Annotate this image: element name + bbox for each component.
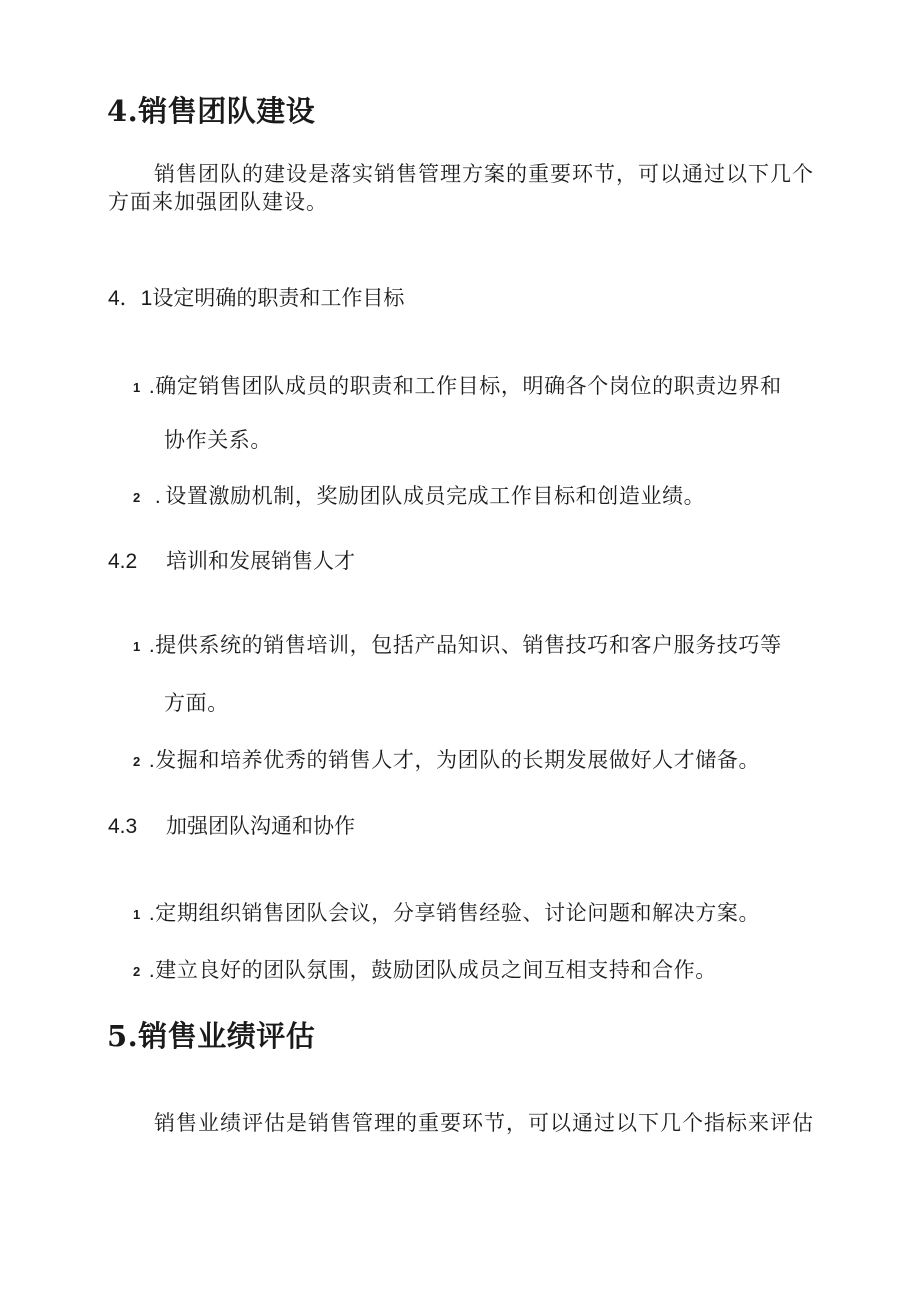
section-4-intro-line-2: 方面来加强团队建设。 (108, 190, 328, 214)
subsection-4-1-heading (108, 282, 404, 312)
list-item-dot: . (148, 902, 156, 925)
list-item-number: 1 (133, 639, 141, 654)
subsection-4-2-heading (108, 545, 355, 575)
list-item-dot: . (148, 634, 156, 657)
list-item-text: 发掘和培养优秀的销售人才，为团队的长期发展做好人才储备。 (155, 748, 761, 772)
subsection-4-3-number: 4.3 (108, 815, 138, 838)
list-item-number: 1 (133, 907, 141, 922)
list-item (133, 629, 782, 659)
subsection-4-3-title: 加强团队沟通和协作 (166, 814, 355, 838)
list-item-dot: . (148, 959, 156, 982)
list-item (133, 897, 760, 927)
section-5-intro-line-1: 销售业绩评估是销售管理的重要环节，可以通过以下几个指标来评估 (154, 1111, 814, 1135)
section-4-heading: 4.销售团队建设 (107, 94, 316, 128)
list-item (133, 370, 782, 400)
list-item-dot: . (154, 485, 162, 508)
list-item-number: 2 (133, 964, 141, 979)
list-item-text: 提供系统的销售培训，包括产品知识、销售技巧和客户服务技巧等 (155, 633, 782, 657)
list-item-text: 定期组织销售团队会议，分享销售经验、讨论问题和解决方案。 (155, 901, 761, 925)
list-item-text: 建立良好的团队氛围，鼓励团队成员之间互相支持和合作。 (155, 958, 717, 982)
subsection-4-1-number: 4．1 (108, 287, 153, 310)
list-item-continuation: 方面。 (164, 691, 229, 715)
list-item-text: 设置激励机制，奖励团队成员完成工作目标和创造业绩。 (165, 484, 706, 508)
subsection-4-3-heading (108, 810, 355, 840)
list-item (133, 480, 705, 510)
section-4-intro-line-1: 销售团队的建设是落实销售管理方案的重要环节，可以通过以下几个 (154, 162, 814, 186)
list-item-number: 2 (133, 490, 141, 505)
list-item-continuation: 协作关系。 (164, 428, 272, 452)
list-item-number: 1 (133, 380, 141, 395)
list-item-text: 确定销售团队成员的职责和工作目标，明确各个岗位的职责边界和 (155, 374, 782, 398)
list-item-dot: . (148, 749, 156, 772)
list-item-number: 2 (133, 754, 141, 769)
list-item-dot: . (148, 375, 156, 398)
list-item (133, 744, 760, 774)
list-item (133, 954, 717, 984)
section-5-heading: 5.销售业绩评估 (107, 1019, 316, 1053)
subsection-4-1-title: 设定明确的职责和工作目标 (152, 286, 405, 310)
subsection-4-2-title: 培训和发展销售人才 (166, 549, 355, 573)
subsection-4-2-number: 4.2 (108, 550, 138, 573)
